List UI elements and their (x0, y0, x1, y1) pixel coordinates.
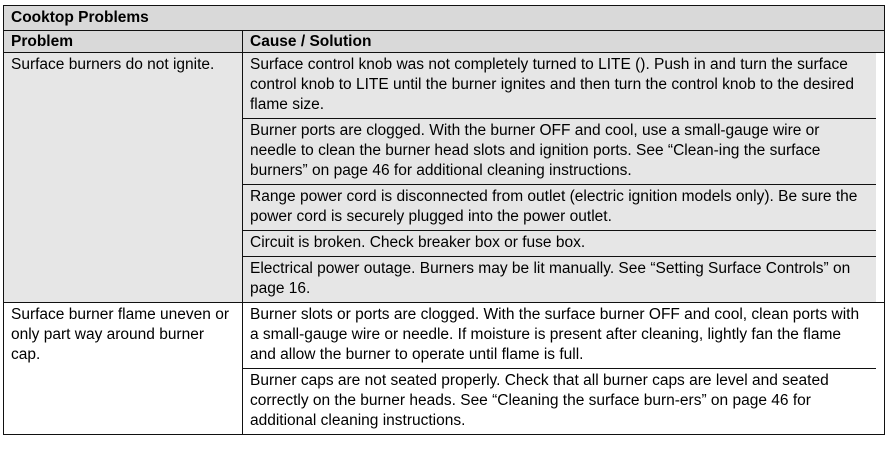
table-title: Cooktop Problems (4, 6, 884, 31)
table-row (4, 53, 884, 303)
cause-cell (243, 53, 884, 302)
table-header-row (4, 31, 884, 53)
header-cause-solution: Cause / Solution (250, 33, 372, 50)
table-row (4, 303, 884, 434)
cause-cell (243, 303, 884, 434)
cause-paragraph: Surface control knob was not completely turned to LITE (). Push in and turn the surface control knob to LITE until the burner ignites and then turn the control knob to the desired flame size. (243, 53, 876, 118)
cause-paragraph: Circuit is broken. Check breaker box or fuse box. (243, 230, 876, 256)
cause-paragraph: Burner ports are clogged. With the burner OFF and cool, use a small-gauge wire or needle to clean the burner head slots and ignition ports. See “Clean-ing the surface burners” on page 46 for additional cleaning instructions. (243, 118, 876, 184)
cause-paragraph: Burner slots or ports are clogged. With the surface burner OFF and cool, clean ports with a small-gauge wire or needle. If moisture is present after cleaning, lightly fan the flame and allow the burner to operate until flame is full. (250, 306, 860, 363)
cooktop-problems-table (3, 5, 885, 435)
cause-paragraph: Range power cord is disconnected from outlet (electric ignition models only). Be sure the power cord is securely plugged into the power outlet. (243, 184, 876, 230)
problem-cell: Surface burner flame uneven or only part way around burner cap. (4, 303, 243, 434)
problem-cell: Surface burners do not ignite. (4, 53, 243, 302)
cause-paragraph: Electrical power outage. Burners may be lit manually. See “Setting Surface Controls” on page 16. (243, 256, 876, 302)
header-problem: Problem (4, 31, 243, 52)
cause-paragraph: Burner caps are not seated properly. Check that all burner caps are level and seated correctly on the burner heads. See “Cleaning the surface burn-ers” on page 46 for additional cleaning instructions. (243, 368, 876, 434)
